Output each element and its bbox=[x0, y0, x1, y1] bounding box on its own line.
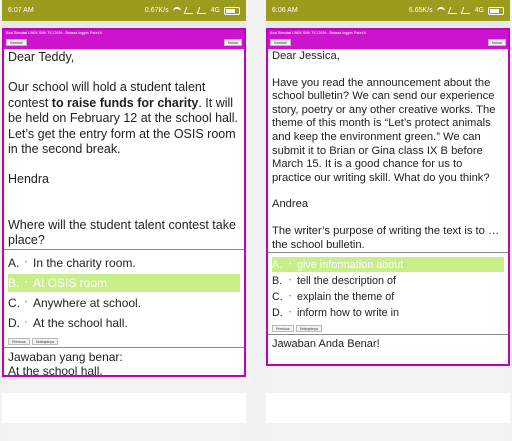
status-time: 6:06 AM bbox=[272, 7, 298, 14]
nav-row bbox=[268, 323, 508, 334]
network-speed: 0.67K/s bbox=[144, 7, 169, 14]
question-passage bbox=[4, 49, 244, 249]
quiz-title: Soal Simulasi UNBK SMK TKJ 2019 - Bahasa Inggris Paket A bbox=[270, 31, 366, 35]
answer-result: Jawaban Anda Benar! bbox=[272, 338, 380, 351]
exit-button[interactable]: Keluar bbox=[488, 39, 506, 46]
wifi-icon bbox=[173, 7, 181, 15]
next-button[interactable]: Selanjutnya bbox=[32, 338, 58, 345]
battery-icon bbox=[488, 7, 504, 15]
option-c[interactable]: C. • Anywhere at school. bbox=[8, 295, 142, 310]
quiz-header bbox=[268, 30, 508, 49]
question-text: Where will the student talent contest take place? bbox=[8, 217, 236, 248]
spacer bbox=[2, 21, 246, 28]
nav-row bbox=[4, 336, 244, 347]
quiz-card bbox=[266, 28, 510, 366]
exit-button[interactable]: Keluar bbox=[224, 39, 242, 46]
quiz-card bbox=[2, 28, 246, 377]
bold-phrase: to raise funds for charity bbox=[51, 95, 199, 110]
quiz-title: Soal Simulasi UNBK SMK TKJ 2019 - Bahasa Inggris Paket A bbox=[6, 31, 102, 35]
signal-icon-2 bbox=[460, 7, 472, 14]
network-speed: 6.65K/s bbox=[408, 7, 433, 14]
letter-body: Have you read the announcement about the school bulletin? We can send our experience story, poetry or any other creative works. The theme of this month is “Let’s protect animals and keep the environment green.” We can submit it to Brian or Gina class IX B before March 15. It is a good chance for us to practice our writing skill. What do you think? bbox=[272, 76, 496, 184]
network-type: 4G bbox=[474, 7, 484, 14]
signal-icon bbox=[183, 7, 195, 14]
option-d[interactable]: D. • At the school hall. bbox=[8, 315, 128, 330]
letter-greeting: Dear Jessica, bbox=[272, 50, 340, 62]
answer-label: Jawaban yang benar: bbox=[8, 349, 123, 364]
option-d[interactable]: D. • inform how to write in bbox=[272, 306, 400, 319]
answer-options bbox=[268, 253, 508, 323]
question-text: The writer’s purpose of writing the text is to … the school bulletin. bbox=[272, 224, 500, 251]
answer-feedback bbox=[4, 348, 244, 380]
quiz-header bbox=[4, 30, 244, 49]
letter-greeting: Dear Teddy, bbox=[8, 50, 75, 64]
letter-signature: Andrea bbox=[272, 198, 309, 211]
option-a[interactable]: A. • In the charity room. bbox=[8, 255, 136, 270]
network-type: 4G bbox=[210, 7, 220, 14]
letter-body: Our school will hold a student talent contest to raise funds for charity. It will be held on February 12 at the school hall. Let’s get the entry form at the OSIS room in the second break. bbox=[8, 80, 239, 157]
battery-icon bbox=[224, 7, 240, 15]
phone-screen-left bbox=[2, 0, 246, 441]
bottom-area bbox=[2, 393, 246, 423]
previous-button[interactable]: Previous bbox=[272, 325, 294, 332]
status-time: 6:07 AM bbox=[8, 7, 34, 14]
status-bar bbox=[266, 0, 510, 21]
option-b-selected[interactable]: B. • At OSIS room bbox=[8, 274, 240, 292]
spacer bbox=[266, 21, 510, 28]
answer-options bbox=[4, 250, 244, 336]
bottom-area bbox=[266, 393, 510, 423]
signal-icon bbox=[447, 7, 459, 14]
letter-signature: Hendra bbox=[8, 172, 49, 187]
back-button[interactable]: Kembali bbox=[6, 39, 27, 46]
wifi-icon bbox=[437, 7, 445, 15]
correct-answer: At the school hall. bbox=[8, 363, 103, 378]
option-a-selected[interactable]: A. • give information about bbox=[272, 257, 504, 272]
signal-icon-2 bbox=[196, 7, 208, 14]
back-button[interactable]: Kembali bbox=[270, 39, 291, 46]
answer-feedback bbox=[268, 335, 508, 353]
previous-button[interactable]: Previous bbox=[8, 338, 30, 345]
option-c[interactable]: C. • explain the theme of bbox=[272, 290, 395, 303]
next-button[interactable]: Selanjutnya bbox=[296, 325, 322, 332]
option-b[interactable]: B. • tell the description of bbox=[272, 274, 397, 287]
phone-screen-right bbox=[266, 0, 510, 441]
question-passage bbox=[268, 49, 508, 252]
status-bar bbox=[2, 0, 246, 21]
